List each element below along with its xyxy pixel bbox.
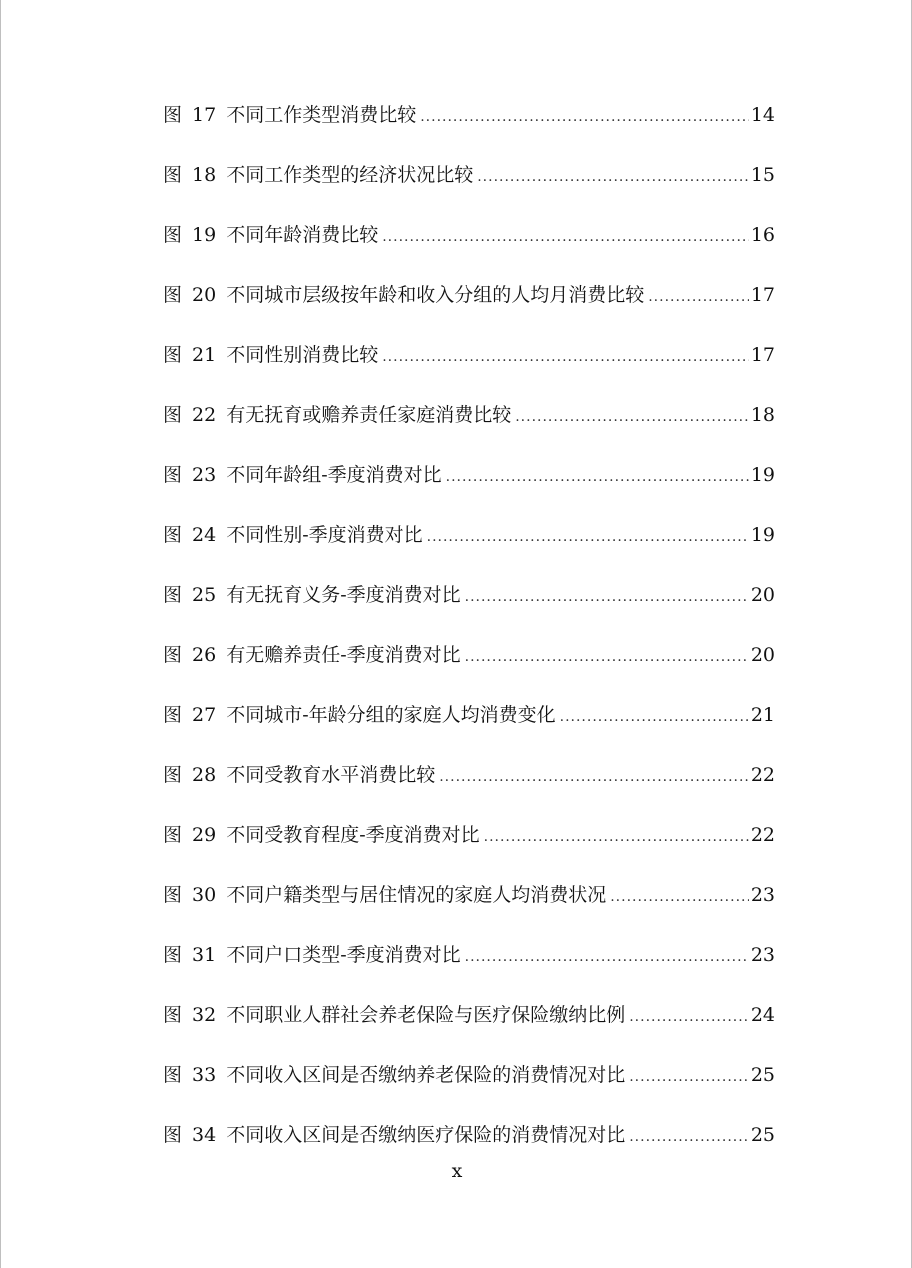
figure-title: 不同户口类型-季度消费对比	[226, 944, 461, 966]
dot-leader	[484, 829, 749, 845]
figure-number: 17	[192, 104, 217, 126]
figure-label: 图	[163, 224, 183, 246]
toc-entry[interactable]	[163, 280, 775, 340]
toc-entry[interactable]	[163, 1000, 775, 1060]
figure-title: 有无赡养责任-季度消费对比	[226, 644, 461, 666]
toc-entry[interactable]	[163, 700, 775, 760]
toc-entry[interactable]	[163, 940, 775, 1000]
figure-label: 图	[163, 1124, 183, 1146]
dot-leader	[629, 1069, 749, 1085]
toc-page-number: 25	[750, 1124, 775, 1146]
figure-title: 不同户籍类型与居住情况的家庭人均消费状况	[226, 884, 607, 906]
toc-entry[interactable]	[163, 400, 775, 460]
dot-leader	[465, 589, 749, 605]
figure-list-of-contents	[163, 100, 775, 1180]
figure-label: 图	[163, 1064, 183, 1086]
dot-leader	[515, 409, 749, 425]
toc-entry[interactable]	[163, 340, 775, 400]
toc-page-number: 20	[750, 644, 775, 666]
toc-page-number: 17	[750, 344, 775, 366]
figure-number: 22	[192, 404, 217, 426]
toc-entry[interactable]	[163, 760, 775, 820]
figure-title: 不同性别-季度消费对比	[226, 524, 423, 546]
figure-number: 19	[192, 224, 217, 246]
toc-page-number: 19	[750, 524, 775, 546]
toc-entry[interactable]	[163, 580, 775, 640]
figure-number: 24	[192, 524, 217, 546]
figure-title: 不同城市-年龄分组的家庭人均消费变化	[226, 704, 556, 726]
figure-title: 不同收入区间是否缴纳医疗保险的消费情况对比	[226, 1124, 626, 1146]
figure-label: 图	[163, 704, 183, 726]
toc-entry[interactable]	[163, 100, 775, 160]
toc-page-number: 17	[750, 284, 775, 306]
figure-number: 31	[192, 944, 217, 966]
figure-title: 不同收入区间是否缴纳养老保险的消费情况对比	[226, 1064, 626, 1086]
figure-title: 不同性别消费比较	[226, 344, 379, 366]
figure-title: 不同年龄组-季度消费对比	[226, 464, 442, 486]
dot-leader	[648, 289, 749, 305]
toc-page-number: 18	[750, 404, 775, 426]
figure-number: 28	[192, 764, 217, 786]
figure-number: 23	[192, 464, 217, 486]
toc-page-number: 23	[750, 884, 775, 906]
dot-leader	[560, 709, 749, 725]
figure-label: 图	[163, 644, 183, 666]
figure-title: 不同工作类型的经济状况比较	[226, 164, 474, 186]
toc-entry[interactable]	[163, 160, 775, 220]
figure-number: 21	[192, 344, 217, 366]
figure-number: 27	[192, 704, 217, 726]
figure-label: 图	[163, 464, 183, 486]
dot-leader	[477, 169, 749, 185]
figure-number: 32	[192, 1004, 217, 1026]
toc-entry[interactable]	[163, 460, 775, 520]
figure-label: 图	[163, 944, 183, 966]
dot-leader	[427, 529, 749, 545]
figure-title: 不同工作类型消费比较	[226, 104, 417, 126]
figure-number: 18	[192, 164, 217, 186]
toc-entry[interactable]	[163, 220, 775, 280]
figure-number: 20	[192, 284, 217, 306]
figure-label: 图	[163, 764, 183, 786]
dot-leader	[465, 649, 749, 665]
toc-page-number: 14	[750, 104, 775, 126]
figure-label: 图	[163, 404, 183, 426]
figure-title: 有无抚育或赡养责任家庭消费比较	[226, 404, 512, 426]
toc-entry[interactable]	[163, 1060, 775, 1120]
figure-label: 图	[163, 164, 183, 186]
dot-leader	[382, 229, 749, 245]
figure-number: 34	[192, 1124, 217, 1146]
toc-entry[interactable]	[163, 880, 775, 940]
toc-page-number: 19	[750, 464, 775, 486]
figure-number: 30	[192, 884, 217, 906]
figure-title: 不同城市层级按年龄和收入分组的人均月消费比较	[226, 284, 645, 306]
toc-page-number: 16	[750, 224, 775, 246]
figure-label: 图	[163, 584, 183, 606]
figure-label: 图	[163, 524, 183, 546]
dot-leader	[465, 949, 749, 965]
figure-label: 图	[163, 824, 183, 846]
figure-label: 图	[163, 1004, 183, 1026]
dot-leader	[629, 1129, 749, 1145]
figure-number: 25	[192, 584, 217, 606]
toc-page-number: 24	[750, 1004, 775, 1026]
figure-title: 不同职业人群社会养老保险与医疗保险缴纳比例	[226, 1004, 626, 1026]
figure-title: 不同受教育程度-季度消费对比	[226, 824, 480, 846]
figure-number: 26	[192, 644, 217, 666]
figure-label: 图	[163, 344, 183, 366]
toc-page-number: 25	[750, 1064, 775, 1086]
dot-leader	[629, 1009, 749, 1025]
toc-page-number: 23	[750, 944, 775, 966]
figure-number: 29	[192, 824, 217, 846]
page-number-footer: x	[451, 1160, 463, 1182]
toc-page-number: 22	[750, 764, 775, 786]
toc-page-number: 20	[750, 584, 775, 606]
figure-label: 图	[163, 884, 183, 906]
toc-entry[interactable]	[163, 520, 775, 580]
dot-leader	[446, 469, 749, 485]
toc-entry[interactable]	[163, 820, 775, 880]
figure-title: 不同年龄消费比较	[226, 224, 379, 246]
dot-leader	[382, 349, 749, 365]
dot-leader	[439, 769, 749, 785]
toc-entry[interactable]	[163, 640, 775, 700]
figure-number: 33	[192, 1064, 217, 1086]
figure-title: 有无抚育义务-季度消费对比	[226, 584, 461, 606]
dot-leader	[420, 109, 749, 125]
toc-page-number: 21	[750, 704, 775, 726]
figure-title: 不同受教育水平消费比较	[226, 764, 436, 786]
figure-label: 图	[163, 104, 183, 126]
figure-label: 图	[163, 284, 183, 306]
toc-page-number: 22	[750, 824, 775, 846]
toc-page-number: 15	[750, 164, 775, 186]
dot-leader	[610, 889, 749, 905]
